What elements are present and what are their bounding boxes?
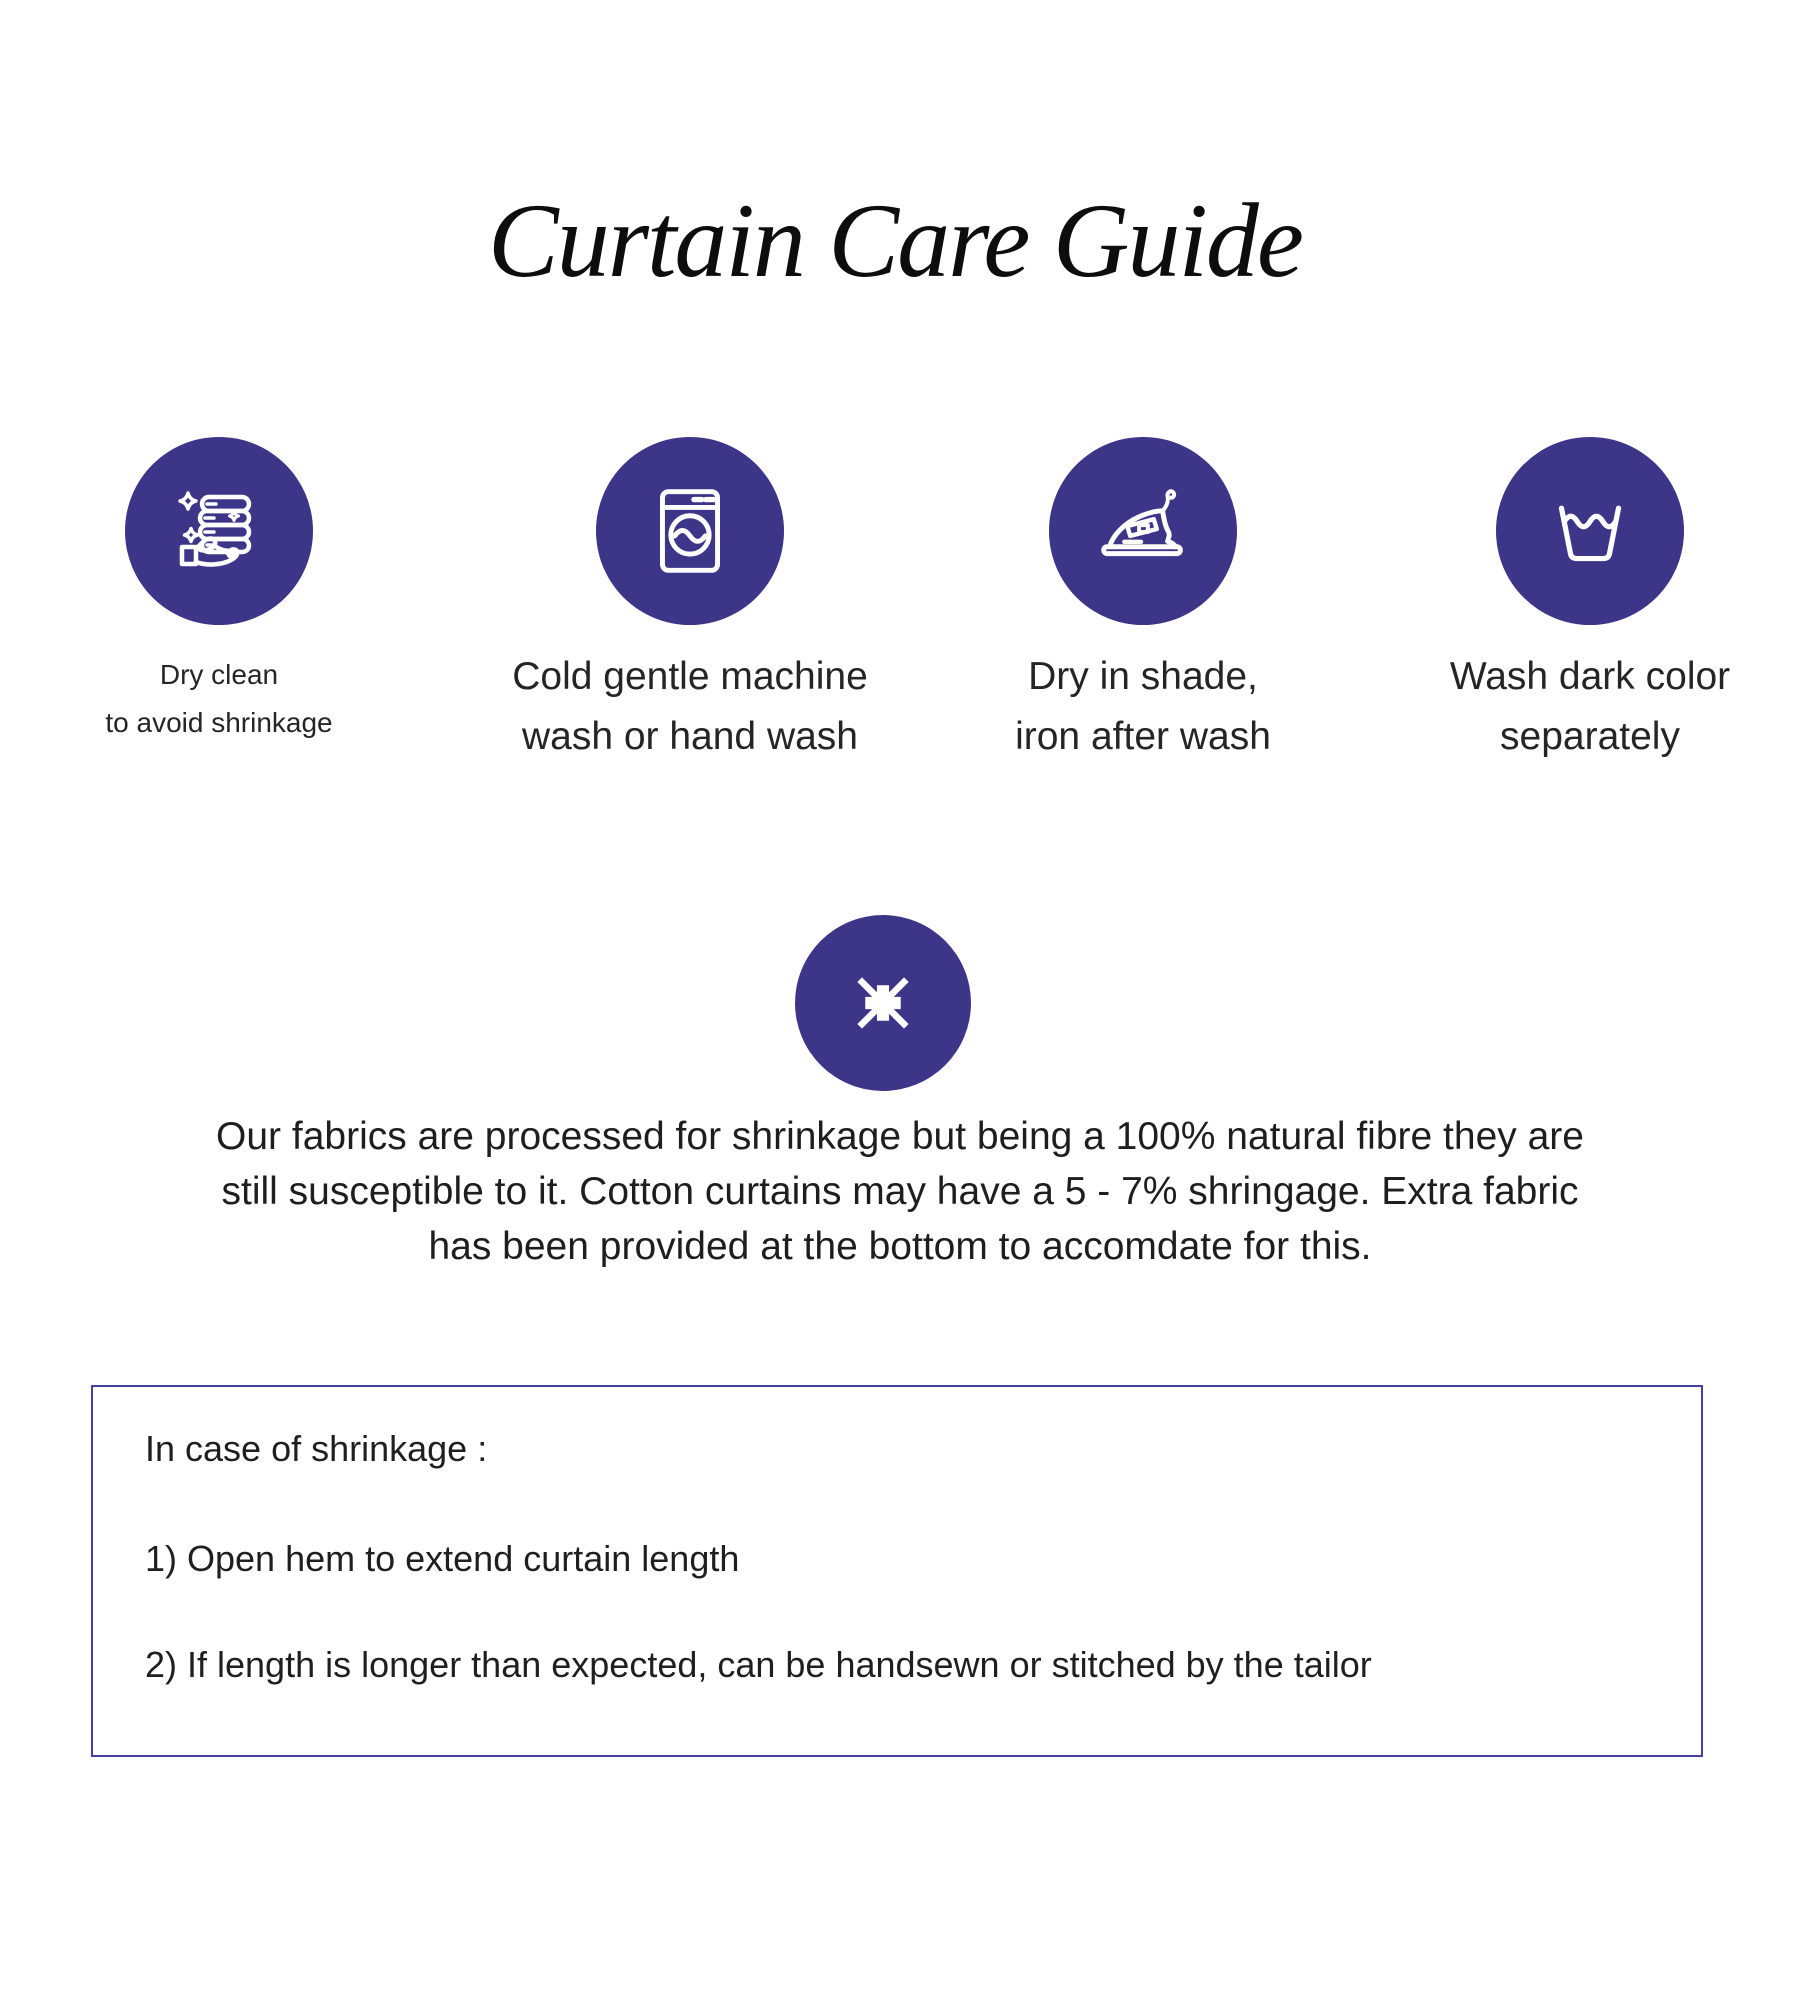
shrinkage-note-line: has been provided at the bottom to accomdate for this. <box>428 1225 1372 1268</box>
shrinkage-note-line: still susceptible to it. Cotton curtains may have a 5 - 7% shringage. Extra fabric <box>221 1170 1579 1213</box>
shrinkage-note-line: Our fabrics are processed for shrinkage but being a 100% natural fibre they are <box>216 1115 1584 1158</box>
care-label-line: iron after wash <box>1015 715 1271 758</box>
care-item-iron <box>913 437 1373 767</box>
shrinkage-box-heading: In case of shrinkage : <box>145 1428 488 1469</box>
iron-icon <box>1049 437 1237 625</box>
care-item-label <box>913 647 1373 767</box>
shrinkage-note <box>20 1109 1780 1274</box>
care-item-dry-clean <box>0 437 449 747</box>
care-label-line: Cold gentle machine <box>512 655 868 698</box>
care-label-line: Wash dark color <box>1449 655 1731 698</box>
care-item-label <box>0 651 449 747</box>
shrink-arrows-icon <box>795 915 971 1091</box>
care-item-machine-wash <box>460 437 920 767</box>
shrinkage-instructions-box <box>91 1385 1703 1757</box>
dry-clean-icon <box>125 437 313 625</box>
shrinkage-box-item: 1) Open hem to extend curtain length <box>145 1538 740 1579</box>
machine-wash-icon <box>596 437 784 625</box>
care-item-label <box>460 647 920 767</box>
care-label-line: wash or hand wash <box>521 715 859 758</box>
shrinkage-box-item: 2) If length is longer than expected, can be handsewn or stitched by the tailor <box>145 1644 1372 1685</box>
care-label-line: Dry clean <box>159 659 279 690</box>
wash-separately-icon <box>1496 437 1684 625</box>
care-item-label <box>1360 647 1800 767</box>
care-item-wash-separately <box>1360 437 1800 767</box>
page-title: Curtain Care Guide <box>488 182 1302 299</box>
care-label-line: separately <box>1500 715 1680 758</box>
care-label-line: to avoid shrinkage <box>105 707 333 738</box>
care-label-line: Dry in shade, <box>1028 655 1258 698</box>
